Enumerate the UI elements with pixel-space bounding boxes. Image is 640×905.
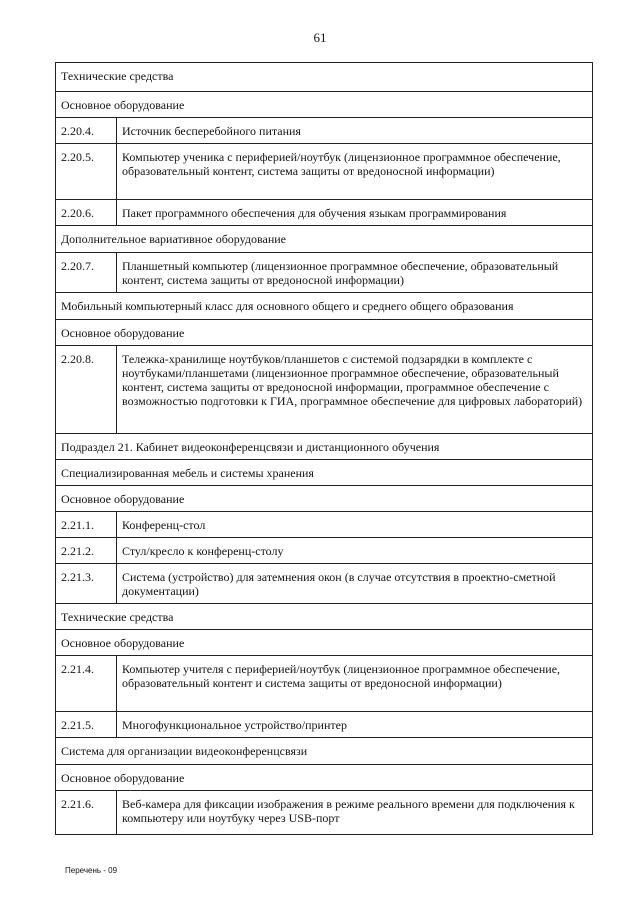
table-row <box>56 538 593 564</box>
section-heading: Основное оборудование <box>56 765 593 791</box>
table-row <box>56 512 593 538</box>
item-description: Компьютер ученика с периферией/ноутбук (лицензионное программное обеспечение, образовательный контент, система защиты от вредоносной информации) <box>117 144 593 200</box>
table-row-section <box>56 486 593 512</box>
table-row-section <box>56 765 593 791</box>
section-heading: Система для организации видеоконференцсвязи <box>56 738 593 765</box>
item-description: Веб-камера для фиксации изображения в режиме реального времени для подключения к компьютеру или ноутбуку через USB-порт <box>117 791 593 835</box>
table-row-section <box>56 630 593 656</box>
table-row-section <box>56 92 593 118</box>
table-row <box>56 346 593 434</box>
item-code: 2.21.1. <box>56 512 117 538</box>
section-heading: Основное оборудование <box>56 486 593 512</box>
section-heading: Технические средства <box>56 604 593 630</box>
item-description: Тележка-хранилище ноутбуков/планшетов с системой подзарядки в комплекте с ноутбуками/планшетами (лицензионное программное обеспечение, образовательный контент, система защиты от вредоносной информации, программное обеспечение с возможностью подготовки к ГИА, программное обеспечение для цифровых лабораторий) <box>117 346 593 434</box>
item-code: 2.20.8. <box>56 346 117 434</box>
item-code: 2.21.2. <box>56 538 117 564</box>
section-heading: Специализированная мебель и системы хранения <box>56 460 593 486</box>
page-number: 61 <box>313 30 327 45</box>
table-row <box>56 791 593 835</box>
item-description: Стул/кресло к конференц-столу <box>117 538 593 564</box>
item-code: 2.21.4. <box>56 656 117 712</box>
table-row <box>56 253 593 293</box>
item-code: 2.20.7. <box>56 253 117 293</box>
item-description: Источник бесперебойного питания <box>117 118 593 144</box>
footer-label: Перечень - 09 <box>65 866 118 875</box>
section-heading: Мобильный компьютерный класс для основного общего и среднего общего образования <box>56 293 593 320</box>
item-description: Система (устройство) для затемнения окон (в случае отсутствия в проектно-сметной документации) <box>117 564 593 604</box>
table-row <box>56 200 593 226</box>
section-heading: Основное оборудование <box>56 92 593 118</box>
equipment-table <box>55 62 593 835</box>
table-row <box>56 144 593 200</box>
item-description: Пакет программного обеспечения для обучения языкам программирования <box>117 200 593 226</box>
table-row-section <box>56 63 593 92</box>
section-heading: Дополнительное вариативное оборудование <box>56 226 593 253</box>
item-code: 2.21.3. <box>56 564 117 604</box>
item-description: Многофункциональное устройство/принтер <box>117 712 593 738</box>
table-row-section <box>56 320 593 346</box>
table-row-section <box>56 460 593 486</box>
section-heading: Основное оборудование <box>56 320 593 346</box>
section-heading: Подраздел 21. Кабинет видеоконференцсвязи и дистанционного обучения <box>56 434 593 460</box>
table-row <box>56 712 593 738</box>
item-code: 2.20.4. <box>56 118 117 144</box>
item-code: 2.20.5. <box>56 144 117 200</box>
item-code: 2.21.6. <box>56 791 117 835</box>
table-row <box>56 656 593 712</box>
item-code: 2.21.5. <box>56 712 117 738</box>
section-heading: Основное оборудование <box>56 630 593 656</box>
table-row-section <box>56 604 593 630</box>
item-description: Планшетный компьютер (лицензионное программное обеспечение, образовательный контент, система защиты от вредоносной информации) <box>117 253 593 293</box>
item-description: Компьютер учителя с периферией/ноутбук (лицензионное программное обеспечение, образовательный контент и система защиты от вредоносной информации) <box>117 656 593 712</box>
table-row-section <box>56 226 593 253</box>
table-row-section <box>56 434 593 460</box>
table-row <box>56 118 593 144</box>
item-description: Конференц-стол <box>117 512 593 538</box>
table-row <box>56 564 593 604</box>
table-row-section <box>56 738 593 765</box>
section-heading: Технические средства <box>56 63 593 92</box>
table-row-section <box>56 293 593 320</box>
item-code: 2.20.6. <box>56 200 117 226</box>
